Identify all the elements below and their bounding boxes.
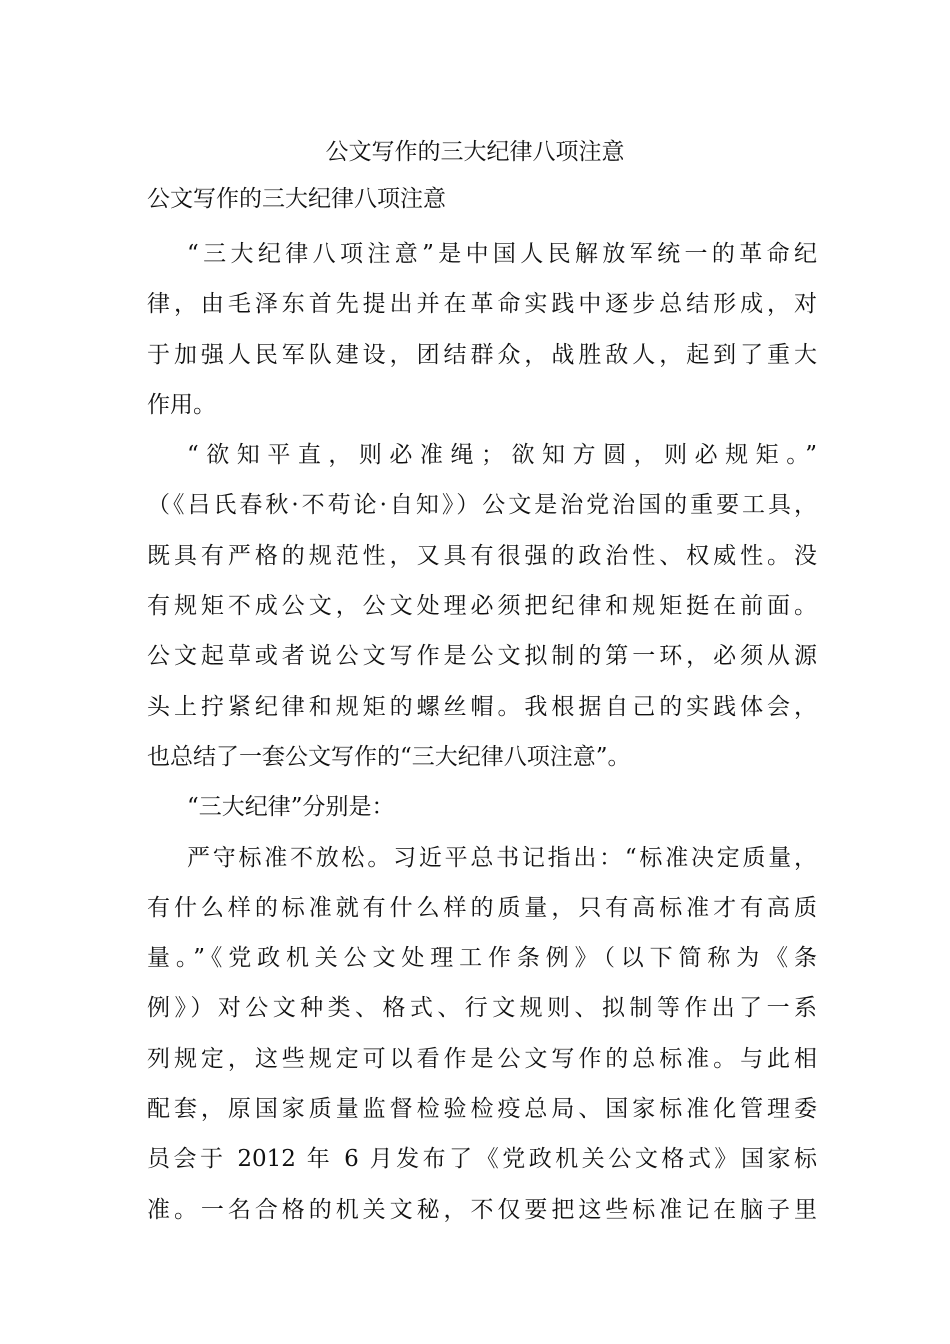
text-line: “三大纪律八项注意”是中国人民解放军统一的革命纪 <box>187 241 817 267</box>
text-line: “欲知平直，则必准绳；欲知方圆，则必规矩。” <box>187 442 817 469</box>
text-line: 员会于 2012 年 6 月发布了《党政机关公文格式》国家标 <box>147 1146 817 1173</box>
document-subtitle: 公文写作的三大纪律八项注意 <box>147 186 446 212</box>
text-line: 量。”《党政机关公文处理工作条例》（以下简称为《条 <box>147 945 817 972</box>
text-line: 列规定，这些规定可以看作是公文写作的总标准。与此相 <box>147 1045 817 1072</box>
text-line: 作用。 <box>147 391 216 418</box>
text-line: 有规矩不成公文，公文处理必须把纪律和规矩挺在前面。 <box>147 593 817 620</box>
text-line: 也总结了一套公文写作的“三大纪律八项注意”。 <box>147 743 631 770</box>
text-line: 头上拧紧纪律和规矩的螺丝帽。我根据自己的实践体会， <box>147 693 817 720</box>
text-line: （《吕氏春秋·不苟论·自知》）公文是治党治国的重要工具， <box>147 492 817 519</box>
text-line: 配套，原国家质量监督检验检疫总局、国家标准化管理委 <box>147 1096 817 1123</box>
text-line: 准。一名合格的机关文秘，不仅要把这些标准记在脑子里 <box>147 1196 817 1223</box>
text-line: 严守标准不放松。习近平总书记指出：“标准决定质量， <box>187 844 817 871</box>
text-line: 律，由毛泽东首先提出并在革命实践中逐步总结形成，对 <box>147 291 817 318</box>
text-line: 有什么样的标准就有什么样的质量，只有高标准才有高质 <box>147 894 817 921</box>
text-line: 于加强人民军队建设，团结群众，战胜敌人，起到了重大 <box>147 341 817 368</box>
text-line: 公文起草或者说公文写作是公文拟制的第一环，必须从源 <box>147 643 817 670</box>
document-body <box>147 229 817 1235</box>
text-line: 例》）对公文种类、格式、行文规则、拟制等作出了一系 <box>147 995 817 1022</box>
text-line: 既具有严格的规范性，又具有很强的政治性、权威性。没 <box>147 542 817 569</box>
text-line: “三大纪律”分别是： <box>187 794 395 821</box>
document-title: 公文写作的三大纪律八项注意 <box>325 139 625 165</box>
